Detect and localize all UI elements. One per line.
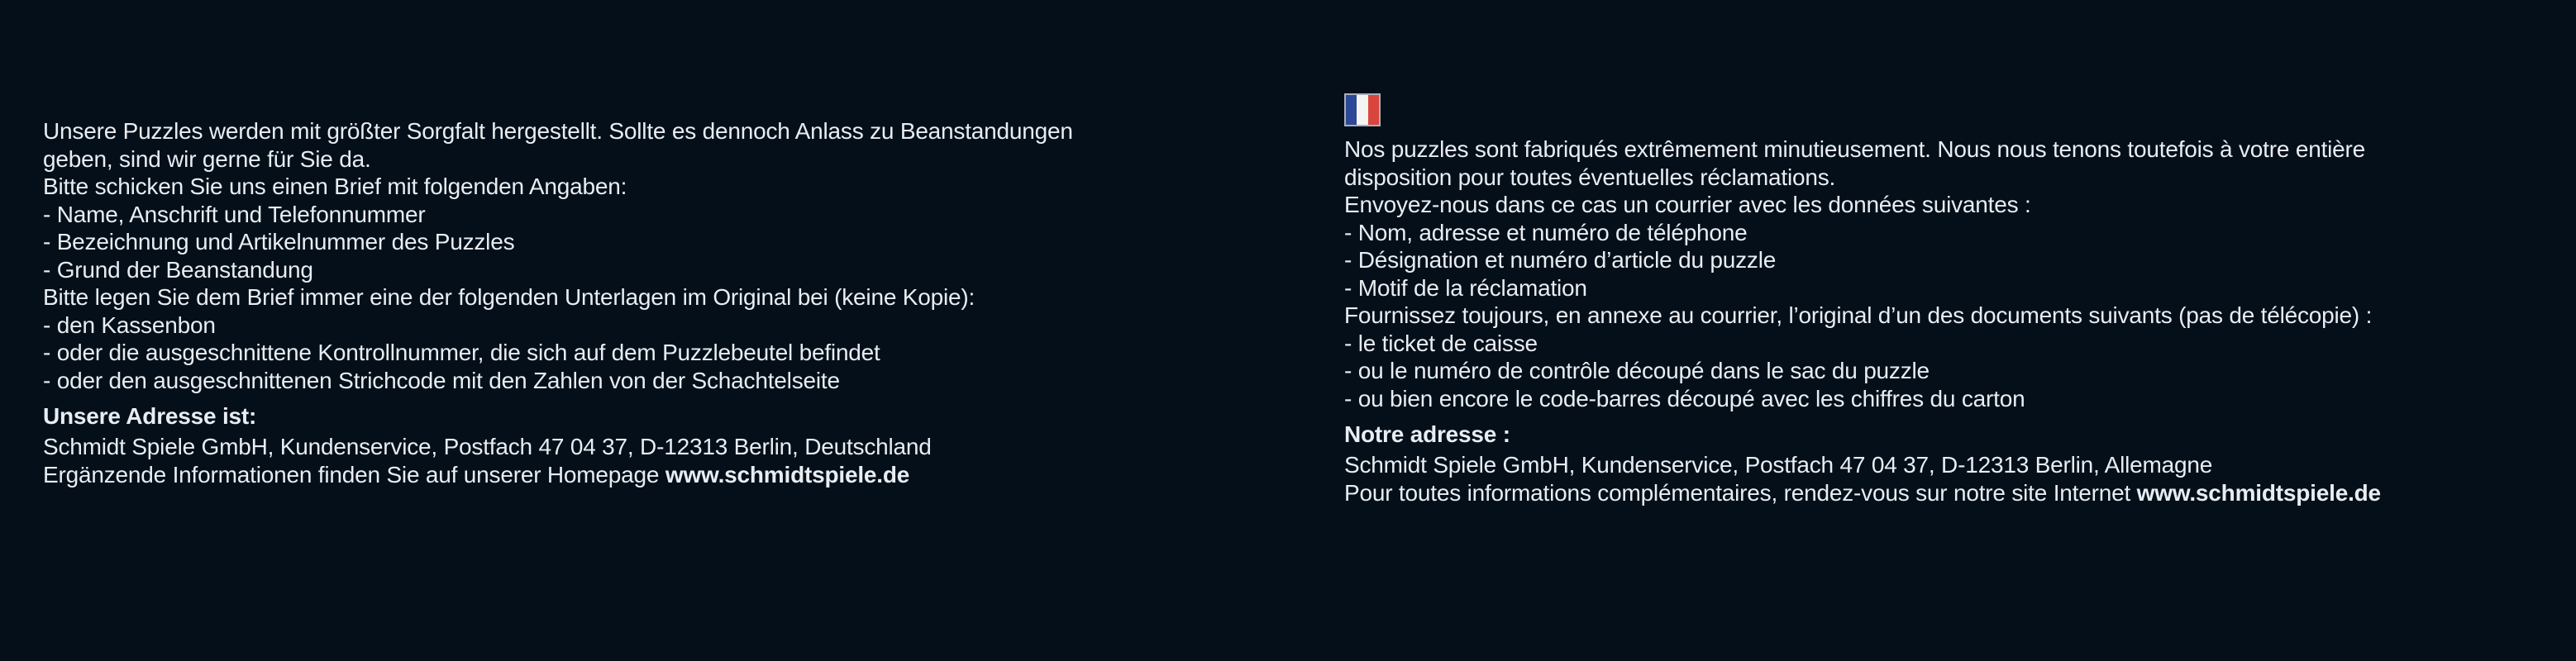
list-item: - Grund der Beanstandung <box>43 256 313 283</box>
flag-stripe <box>1357 95 1367 125</box>
list-item: - ou le numéro de contrôle découpé dans le sac du puzzle <box>1344 358 1930 383</box>
french-text-block <box>1344 136 2551 507</box>
flag-stripe <box>1346 95 1357 125</box>
list-item: - ou bien encore le code-barres découpé avec les chiffres du carton <box>1344 385 2025 411</box>
text-line: Nos puzzles sont fabriqués extrêmement minutieusement. Nous nous tenons toutefois à votre entière <box>1344 136 2366 162</box>
text-line: Envoyez-nous dans ce cas un courrier avec les données suivantes : <box>1344 192 2031 217</box>
flag-stripe <box>1368 95 1379 125</box>
list-item: - Bezeichnung und Artikelnummer des Puzzles <box>43 229 515 254</box>
homepage-line <box>43 461 1250 489</box>
homepage-url: www.schmidtspiele.de <box>2136 480 2381 506</box>
homepage-text: Ergänzende Informationen finden Sie auf unserer Homepage <box>43 462 665 487</box>
list-item: - Motif de la réclamation <box>1344 274 1587 301</box>
text-line: disposition pour toutes éventuelles réclamations. <box>1344 164 1836 190</box>
list-item: - Name, Anschrift und Telefonnummer <box>43 201 426 227</box>
text-line: geben, sind wir gerne für Sie da. <box>43 145 371 172</box>
address-heading: Notre adresse : <box>1344 421 1510 447</box>
homepage-text: Pour toutes informations complémentaires, rendez-vous sur notre site Internet <box>1344 480 2137 506</box>
german-text-block <box>43 117 1250 489</box>
list-item: - Nom, adresse et numéro de téléphone <box>1344 219 1748 245</box>
france-flag-icon <box>1344 93 1381 126</box>
address-line: Schmidt Spiele GmbH, Kundenservice, Postfach 47 04 37, D-12313 Berlin, Allemagne <box>1344 451 2213 478</box>
text-line: Bitte schicken Sie uns einen Brief mit folgenden Angaben: <box>43 174 627 199</box>
list-item: - oder die ausgeschnittene Kontrollnummer, die sich auf dem Puzzlebeutel befindet <box>43 340 880 365</box>
address-line: Schmidt Spiele GmbH, Kundenservice, Postfach 47 04 37, D-12313 Berlin, Deutschland <box>43 433 932 459</box>
address-heading: Unsere Adresse ist: <box>43 403 257 429</box>
german-section <box>43 93 1250 489</box>
germany-flag-icon <box>43 93 83 108</box>
list-item: - den Kassenbon <box>43 311 216 338</box>
list-item: - Désignation et numéro d’article du puzzle <box>1344 247 1777 273</box>
list-item: - le ticket de caisse <box>1344 330 1538 356</box>
text-line: Unsere Puzzles werden mit größter Sorgfalt hergestellt. Sollte es dennoch Anlass zu Beanstandungen <box>43 118 1073 144</box>
text-line: Fournissez toujours, en annexe au courrier, l’original d’un des documents suivants (pas de télécopie) : <box>1344 302 2373 328</box>
homepage-line <box>1344 479 2551 507</box>
list-item: - oder den ausgeschnittenen Strichcode mit den Zahlen von der Schachtelseite <box>43 367 840 393</box>
text-line: Bitte legen Sie dem Brief immer eine der folgenden Unterlagen im Original bei (keine Kopie): <box>43 284 976 310</box>
homepage-url: www.schmidtspiele.de <box>665 462 910 487</box>
french-section <box>1344 93 2551 507</box>
